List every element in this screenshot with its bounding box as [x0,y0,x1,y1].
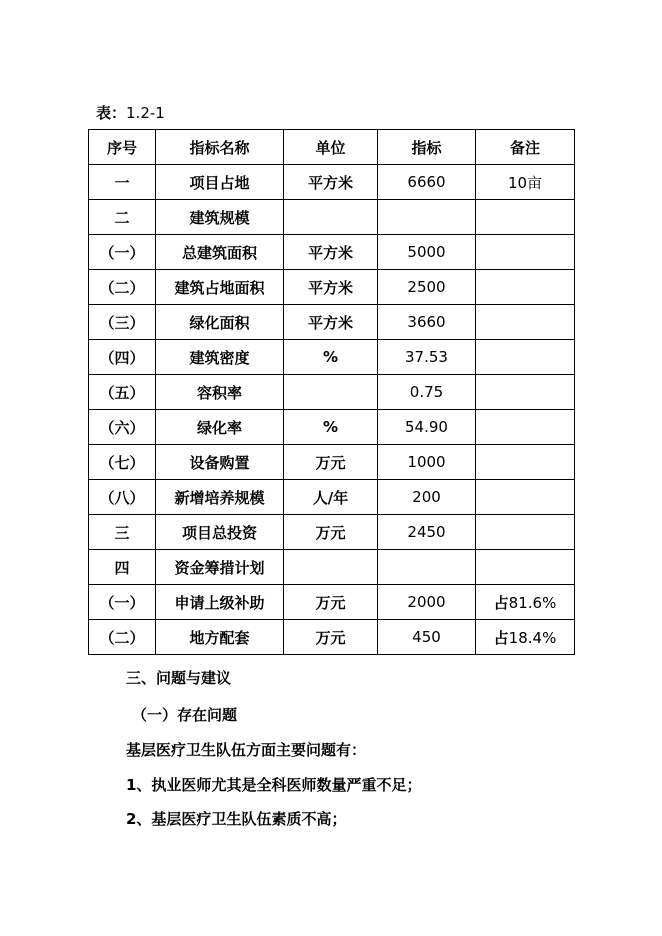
table-row [89,585,575,620]
indicator-value-cell: 2450 [378,515,476,550]
header-unit: 单位 [284,130,378,165]
indicator-name-cell: 项目占地 [156,165,284,200]
indicator-value-cell: 3660 [378,305,476,340]
row-index-cell: （六） [89,410,156,445]
indicator-value-cell: 450 [378,620,476,655]
remarks-cell: 占81.6% [476,585,575,620]
row-index-cell: （二） [89,270,156,305]
remarks-cell [476,480,575,515]
row-index-cell: （四） [89,340,156,375]
unit-cell: 万元 [284,585,378,620]
indicator-value-cell: 5000 [378,235,476,270]
table-row [89,515,575,550]
table-row [89,165,575,200]
table-row [89,445,575,480]
table-row [89,270,575,305]
table-row [89,200,575,235]
indicator-value-cell: 2500 [378,270,476,305]
row-index-cell: 二 [89,200,156,235]
indicator-name-cell: 建筑规模 [156,200,284,235]
row-index-cell: （五） [89,375,156,410]
table-row [89,550,575,585]
unit-cell: % [284,410,378,445]
unit-cell: 万元 [284,515,378,550]
remarks-cell [476,550,575,585]
indicator-value-cell: 200 [378,480,476,515]
table-caption-number: 1.2-1 [126,104,165,122]
row-index-cell: 一 [89,165,156,200]
indicator-name-cell: 设备购置 [156,445,284,480]
row-index-cell: 四 [89,550,156,585]
project-indicator-table [88,129,575,655]
unit-cell: 万元 [284,445,378,480]
indicator-value-cell [378,550,476,585]
remarks-cell [476,200,575,235]
table-caption-label: 表： [96,104,127,122]
unit-cell: 平方米 [284,270,378,305]
indicator-name-cell: 绿化率 [156,410,284,445]
table-row [89,410,575,445]
indicator-value-cell [378,200,476,235]
unit-cell [284,200,378,235]
remarks-cell [476,305,575,340]
row-index-cell: 三 [89,515,156,550]
table-row [89,305,575,340]
table-row [89,340,575,375]
indicator-name-cell: 容积率 [156,375,284,410]
row-index-cell: （七） [89,445,156,480]
header-indicator-value: 指标 [378,130,476,165]
section-heading: 三、问题与建议 [126,669,232,687]
indicator-name-cell: 新增培养规模 [156,480,284,515]
remarks-cell: 10亩 [476,165,575,200]
subsection-heading: （一）存在问题 [132,706,238,724]
indicator-value-cell: 54.90 [378,410,476,445]
remarks-cell [476,270,575,305]
paragraph-item-2: 2、基层医疗卫生队伍素质不高； [126,810,347,828]
row-index-cell: （三） [89,305,156,340]
indicator-value-cell: 0.75 [378,375,476,410]
indicator-name-cell: 申请上级补助 [156,585,284,620]
unit-cell [284,375,378,410]
remarks-cell [476,375,575,410]
indicator-name-cell: 地方配套 [156,620,284,655]
unit-cell [284,550,378,585]
unit-cell: % [284,340,378,375]
unit-cell: 平方米 [284,165,378,200]
remarks-cell: 占18.4% [476,620,575,655]
remarks-cell [476,515,575,550]
indicator-name-cell: 资金筹措计划 [156,550,284,585]
row-index-cell: （一） [89,235,156,270]
table-caption [96,102,165,123]
paragraph-item-1: 1、执业医师尤其是全科医师数量严重不足； [126,776,422,794]
remarks-cell [476,235,575,270]
header-indicator-name: 指标名称 [156,130,284,165]
remarks-cell [476,340,575,375]
row-index-cell: （八） [89,480,156,515]
indicator-value-cell: 37.53 [378,340,476,375]
table-row [89,620,575,655]
remarks-cell [476,410,575,445]
table-row [89,480,575,515]
row-index-cell: （一） [89,585,156,620]
indicator-name-cell: 建筑密度 [156,340,284,375]
remarks-cell [476,445,575,480]
indicator-value-cell: 1000 [378,445,476,480]
unit-cell: 平方米 [284,305,378,340]
table-row [89,235,575,270]
indicator-name-cell: 绿化面积 [156,305,284,340]
indicator-value-cell: 6660 [378,165,476,200]
unit-cell: 万元 [284,620,378,655]
header-remarks: 备注 [476,130,575,165]
table-header-row [89,130,575,165]
unit-cell: 平方米 [284,235,378,270]
paragraph-intro: 基层医疗卫生队伍方面主要问题有： [126,741,367,759]
row-index-cell: （二） [89,620,156,655]
indicator-name-cell: 项目总投资 [156,515,284,550]
indicator-value-cell: 2000 [378,585,476,620]
indicator-name-cell: 总建筑面积 [156,235,284,270]
unit-cell: 人/年 [284,480,378,515]
indicator-name-cell: 建筑占地面积 [156,270,284,305]
table-row [89,375,575,410]
header-index: 序号 [89,130,156,165]
